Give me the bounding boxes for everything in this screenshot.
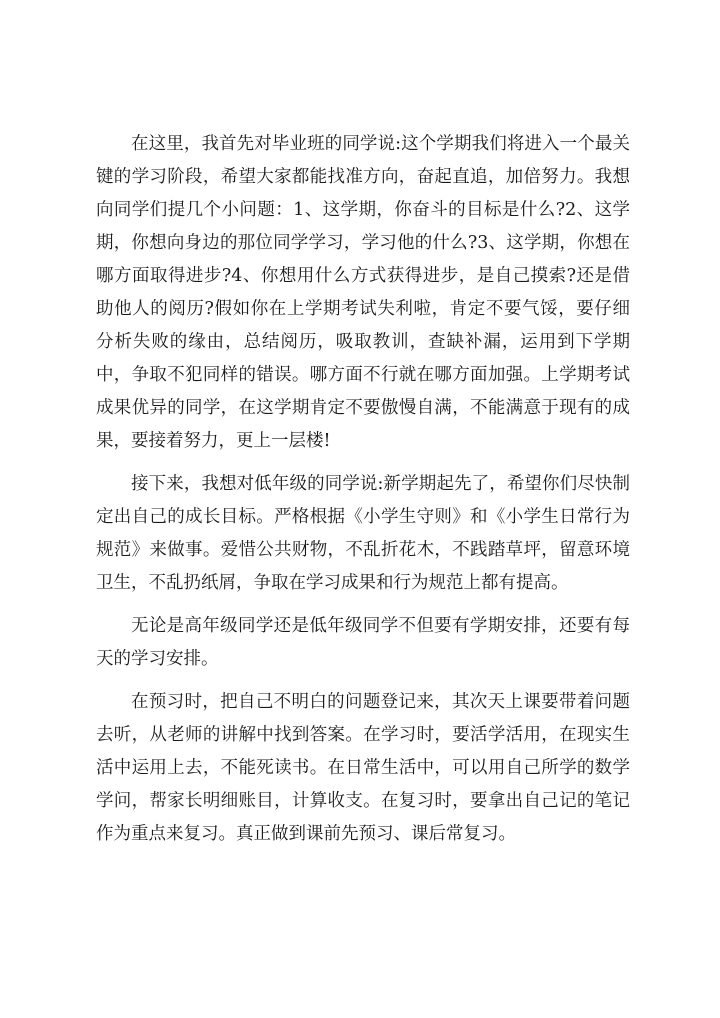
- paragraph-1: 在这里，我首先对毕业班的同学说:这个学期我们将进入一个最关键的学习阶段，希望大家都能找准方向，奋起直追，加倍努力。我想向同学们提几个小问题：1、这学期，你奋斗的目标是什么?2、这学期，你想向身边的那位同学学习，学习他的什么?3、这学期，你想在哪方面取得进步?4、你想用什么方式获得进步，是自己摸索?还是借助他人的阅历?假如你在上学期考试失利啦，肯定不要气馁，要仔细分析失败的缘由，总结阅历，吸取教训，查缺补漏，运用到下学期中，争取不犯同样的错误。哪方面不行就在哪方面加强。上学期考试成果优异的同学，在这学期肯定不要傲慢自满，不能满意于现有的成果，要接着努力，更上一层楼!: [96, 134, 630, 451]
- paragraph-4: 在预习时，把自己不明白的问题登记来，其次天上课要带着问题去听，从老师的讲解中找到答案。在学习时，要活学活用，在现实生活中运用上去，不能死读书。在日常生活中，可以用自己所学的数学学问，帮家长明细账目，计算收支。在复习时，要拿出自己记的笔记作为重点来复习。真正做到课前先预习、课后常复习。: [96, 692, 630, 844]
- paragraph-3: 无论是高年级同学还是低年级同学不但要有学期安排，还要有每天的学习安排。: [96, 616, 630, 669]
- paragraph-2: 接下来，我想对低年级的同学说:新学期起先了，希望你们尽快制定出自己的成长目标。严格根据《小学生守则》和《小学生日常行为规范》来做事。爱惜公共财物，不乱折花木，不践踏草坪，留意环境卫生，不乱扔纸屑，争取在学习成果和行为规范上都有提高。: [96, 474, 630, 593]
- document-body: [96, 128, 630, 851]
